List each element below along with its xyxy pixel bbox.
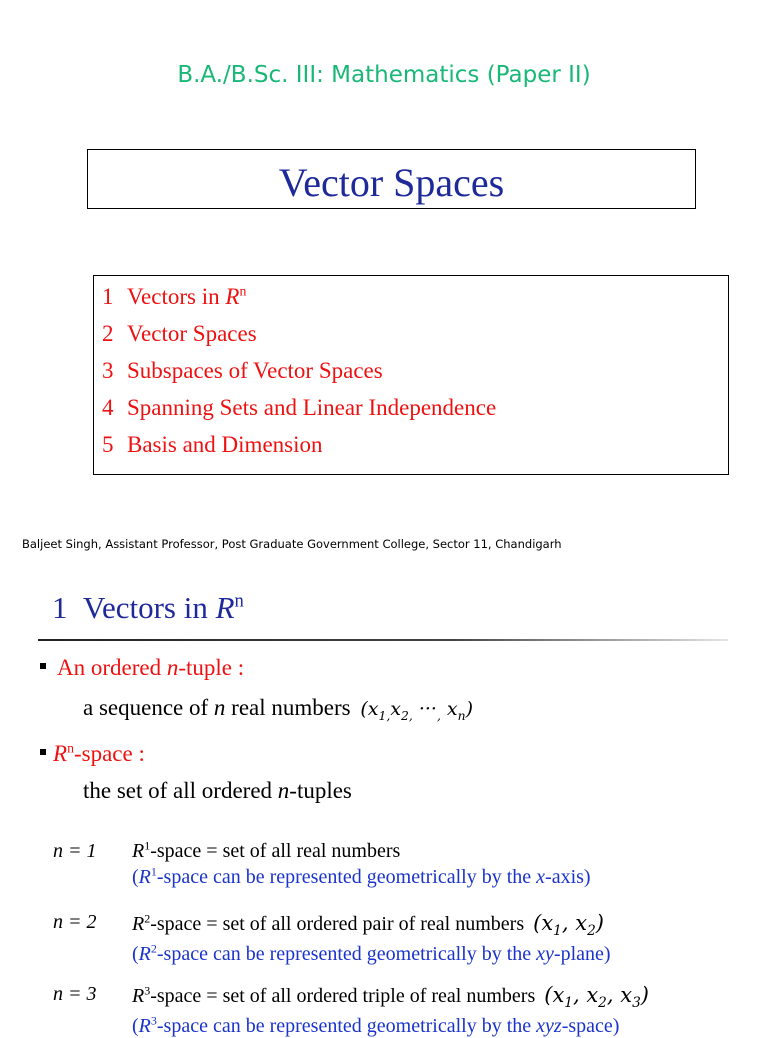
toc-text: Spanning Sets and Linear Independence <box>127 395 497 420</box>
toc-item <box>102 321 257 347</box>
case-note: ($R^2$-space can be represented geometrically by the xy-plane) <box>132 941 611 965</box>
section-text: Vectors in <box>83 590 216 625</box>
author-credit: Baljeet Singh, Assistant Professor, Post Graduate Government College, Sector 11, Chandigarh <box>22 537 562 551</box>
main-title: Vector Spaces <box>278 160 505 205</box>
case-label: n = 2 <box>53 911 97 933</box>
triple-expression: ($x_1$, $x_2$, $x_3$) <box>544 983 649 1012</box>
bullet-description: a sequence of n real numbers ($x_{1,}x_{2,} \cdot\cdot\cdot_,$ $x_n$) <box>83 695 474 723</box>
case-label: n = 1 <box>53 840 97 862</box>
toc-number: 2 <box>102 321 114 346</box>
case-note: ($R^1$-space can be represented geometrically by the x-axis) <box>132 864 591 888</box>
toc-item <box>102 284 246 310</box>
toc-number: 3 <box>102 358 114 383</box>
toc-math: R <box>225 284 240 309</box>
section-divider <box>38 639 728 641</box>
toc-text: Vector Spaces <box>127 321 257 346</box>
toc-number: 4 <box>102 395 114 420</box>
course-title: B.A./B.Sc. III: Mathematics (Paper II) <box>177 62 591 88</box>
section-heading <box>52 590 244 626</box>
toc-number: 5 <box>102 432 114 457</box>
bullet-term: An ordered n-tuple : <box>57 655 245 680</box>
bullet-description: the set of all ordered n-tuples <box>83 778 352 803</box>
toc-text: Subspaces of Vector Spaces <box>127 358 383 383</box>
toc-sup: n <box>239 283 247 299</box>
case-definition: $R^2$-space = set of all ordered pair of real numbers ($x_1$, $x_2$) <box>132 911 604 940</box>
toc-text: Basis and Dimension <box>127 432 323 457</box>
section-sup: n <box>234 590 244 612</box>
title-box <box>87 149 696 209</box>
section-math: R <box>215 590 235 625</box>
toc-item <box>102 395 496 421</box>
toc-text: Vectors in <box>127 284 226 309</box>
tuple-expression: ($x_{1,}x_{2,} \cdot\cdot\cdot_,$ $x_n$) <box>360 698 474 723</box>
bullet-term: $R^n$-space : <box>53 740 145 766</box>
section-number: 1 <box>52 590 68 625</box>
bullet-marker <box>40 663 46 669</box>
table-of-contents <box>93 275 729 475</box>
case-definition: $R^1$-space = set of all real numbers <box>132 838 401 862</box>
toc-number: 1 <box>102 284 114 309</box>
pair-expression: ($x_1$, $x_2$) <box>533 911 604 940</box>
bullet-marker <box>40 749 46 755</box>
case-note: ($R^3$-space can be represented geometrically by the xyz-space) <box>132 1013 620 1037</box>
toc-item <box>102 432 323 458</box>
case-definition: $R^3$-space = set of all ordered triple of real numbers ($x_1$, $x_2$, $x_3$) <box>132 983 649 1012</box>
toc-item <box>102 358 383 384</box>
case-label: n = 3 <box>53 983 97 1005</box>
